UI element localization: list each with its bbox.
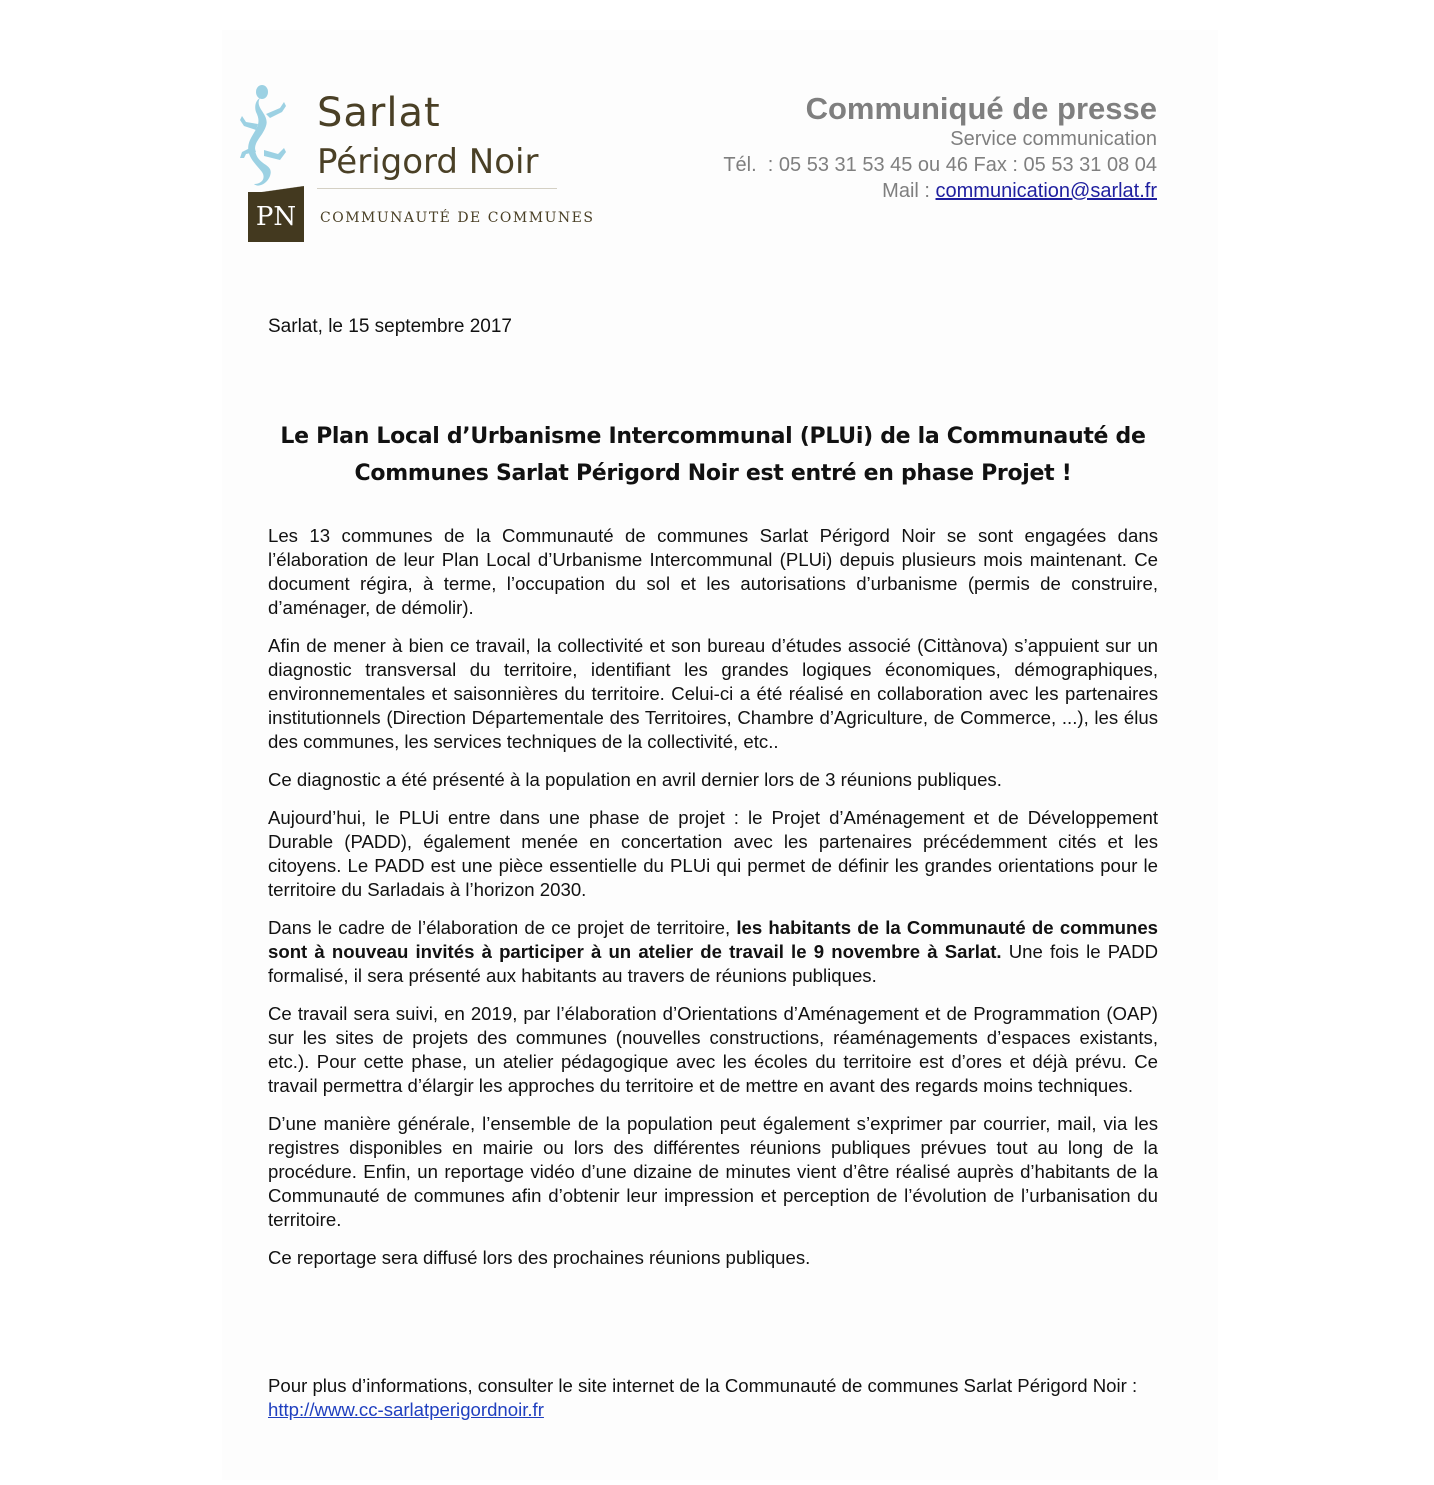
phone-fax: Tél. : 05 53 31 53 45 ou 46 Fax : 05 53 31 08 04: [723, 154, 1157, 176]
logo-initials: PN: [248, 192, 304, 242]
logo-divider: [317, 188, 557, 189]
press-title: Communiqué de presse: [805, 91, 1157, 126]
paragraph-2: Afin de mener à bien ce travail, la collectivité et son bureau d’études associé (Cittànova) s’appuient sur un diagnostic transversal du territoire, identifiant les grandes logiques économiques, démographiques, environnementales et saisonnières du territoire. Celui-ci a été réalisé en collaboration avec les partenaires institutionnels (Direction Départementale des Territoires, Chambre d’Agriculture, de Commerce, ...), les élus des communes, les services techniques de la collectivité, etc..: [268, 635, 1158, 752]
paragraph-7: D’une manière générale, l’ensemble de la population peut également s’exprimer par courrier, mail, via les registres disponibles en mairie ou lors des différentes réunions publiques prévues tout au long de la procédure. Enfin, un reportage vidéo d’une dizaine de minutes vient d’être réalisé auprès d’habitants de la Communauté de communes afin d’obtenir leur impression et perception de l’évolution de l’urbanisation du territoire.: [268, 1113, 1158, 1230]
paragraph-3: Ce diagnostic a été présenté à la population en avril dernier lors de 3 réunions publiques.: [268, 769, 1002, 790]
paragraph-6: Ce travail sera suivi, en 2019, par l’élaboration d’Orientations d’Aménagement et de Programmation (OAP) sur les sites de projets des communes (nouvelles constructions, réaménagements d’espaces existants, etc.). Pour cette phase, un atelier pédagogique avec les écoles du territoire est d’ores et déjà prévu. Ce travail permettra d’élargir les approches du territoire et de mettre en avant des regards moins techniques.: [268, 1003, 1158, 1096]
service-label: Service communication: [950, 128, 1157, 150]
paragraph-4: Aujourd’hui, le PLUi entre dans une phase de projet : le Projet d’Aménagement et de Développement Durable (PADD), également menée en concertation avec les partenaires précédemment cités et les citoyens. Le PADD est une pièce essentielle du PLUi qui permet de définir les grandes orientations pour le territoire du Sarladais à l’horizon 2030.: [268, 807, 1158, 900]
website-link[interactable]: http://www.cc-sarlatperigordnoir.fr: [268, 1399, 544, 1420]
paragraph-5-start: Dans le cadre de l’élaboration de ce projet de territoire,: [268, 917, 737, 938]
headline: Le Plan Local d’Urbanisme Intercommunal (PLUi) de la Communauté de Communes Sarlat Périgord Noir est entré en phase Projet !: [280, 424, 1146, 486]
mail-line: [723, 178, 1157, 204]
paragraph-5-end: Une fois le PADD formalisé, il sera présenté aux habitants au travers de réunions publiques.: [268, 941, 1158, 986]
footer-text: Pour plus d’informations, consulter le site internet de la Communauté de communes Sarlat Périgord Noir :: [268, 1375, 1138, 1396]
logo: [240, 84, 600, 248]
logo-subtitle: COMMUNAUTÉ DE COMMUNES: [320, 210, 595, 226]
mail-label: Mail :: [882, 180, 936, 202]
lizard-icon: [240, 84, 298, 194]
paragraph-5-highlight: les habitants de la Communauté de communes sont à nouveau invités à participer à un atelier de travail le 9 novembre à Sarlat.: [268, 917, 1159, 962]
mail-link[interactable]: communication@sarlat.fr: [935, 180, 1157, 202]
paragraph-8: Ce reportage sera diffusé lors des prochaines réunions publiques.: [268, 1247, 811, 1268]
paragraph-5: [268, 916, 1158, 988]
logo-name-line2: Périgord Noir: [317, 142, 539, 182]
document-date: Sarlat, le 15 septembre 2017: [268, 316, 512, 337]
paragraph-1: Les 13 communes de la Communauté de communes Sarlat Périgord Noir se sont engagées dans l’élaboration de leur Plan Local d’Urbanisme Intercommunal (PLUi) depuis plusieurs mois maintenant. Ce document régira, à terme, l’occupation du sol et les autorisations d’urbanisme (permis de construire, d’aménager, de démolir).: [268, 525, 1158, 618]
logo-name-line1: Sarlat: [317, 90, 441, 136]
footer-info: [268, 1374, 1158, 1422]
body-text: [268, 524, 1158, 1284]
press-header: [723, 92, 1157, 204]
